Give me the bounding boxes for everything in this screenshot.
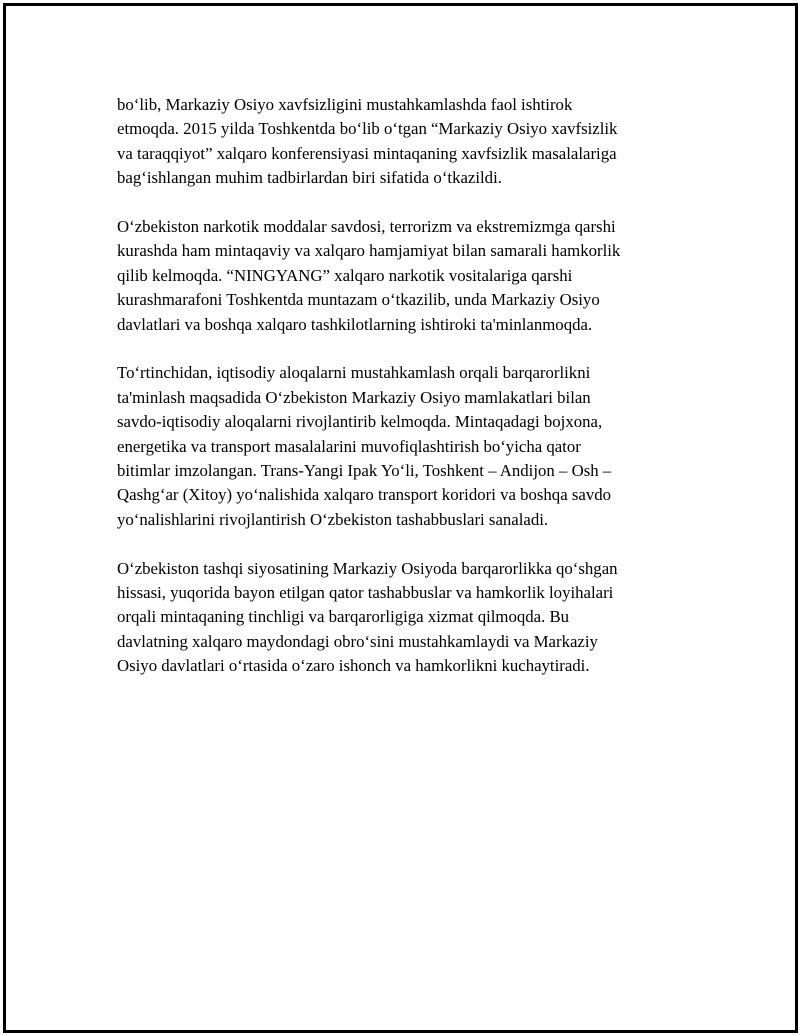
text-line: va taraqqiyot” xalqaro konferensiyasi mintaqaning xavfsizlik masalalariga: [117, 143, 617, 163]
text-line: Osiyo davlatlari o‘rtasida o‘zaro ishonch va hamkorlikni kuchaytiradi.: [117, 656, 590, 676]
paragraph-2: [117, 215, 687, 337]
text-line: kurashmarafoni Toshkentda muntazam o‘tkazilib, unda Markaziy Osiyo: [117, 290, 600, 310]
text-line: kurashda ham mintaqaviy va xalqaro hamjamiyat bilan samarali hamkorlik: [117, 241, 621, 261]
text-line: qilib kelmoqda. “NINGYANG” xalqaro narkotik vositalariga qarshi: [117, 265, 573, 285]
text-line: O‘zbekiston tashqi siyosatining Markaziy Osiyoda barqarorlikka qo‘shgan: [117, 558, 618, 578]
text-line: etmoqda. 2015 yilda Toshkentda bo‘lib o‘tgan “Markaziy Osiyo xavfsizlik: [117, 119, 618, 139]
paragraph-4: [117, 557, 687, 679]
text-line: O‘zbekiston narkotik moddalar savdosi, terrorizm va ekstremizmga qarshi: [117, 217, 616, 237]
text-line: ta'minlash maqsadida O‘zbekiston Markaziy Osiyo mamlakatlari bilan: [117, 387, 591, 407]
text-line: Qashg‘ar (Xitoy) yo‘nalishida xalqaro transport koridori va boshqa savdo: [117, 485, 611, 505]
text-line: energetika va transport masalalarini muvofiqlashtirish bo‘yicha qator: [117, 436, 581, 456]
text-line: bag‘ishlangan muhim tadbirlardan biri sifatida o‘tkazildi.: [117, 168, 502, 188]
text-line: davlatlari va boshqa xalqaro tashkilotlarning ishtiroki ta'minlanmoqda.: [117, 314, 593, 334]
text-line: bo‘lib, Markaziy Osiyo xavfsizligini mustahkamlashda faol ishtirok: [117, 95, 573, 114]
text-line: yo‘nalishlarini rivojlantirish O‘zbekiston tashabbuslari sanaladi.: [117, 509, 549, 529]
text-line: bitimlar imzolangan. Trans-Yangi Ipak Yo‘li, Toshkent – Andijon – Osh –: [117, 461, 612, 481]
paragraph-1: [117, 93, 687, 191]
text-line: davlatning xalqaro maydondagi obro‘sini mustahkamlaydi va Markaziy: [117, 631, 598, 651]
text-line: hissasi, yuqorida bayon etilgan qator tashabbuslar va hamkorlik loyihalari: [117, 583, 614, 603]
paragraph-3: [117, 361, 687, 532]
text-line: savdo-iqtisodiy aloqalarni rivojlantirib kelmoqda. Mintaqadagi bojxona,: [117, 412, 603, 432]
document-body: [117, 93, 687, 703]
text-line: orqali mintaqaning tinchligi va barqarorligiga xizmat qilmoqda. Bu: [117, 607, 570, 627]
text-line: To‘rtinchidan, iqtisodiy aloqalarni mustahkamlash orqali barqarorlikni: [117, 363, 591, 383]
